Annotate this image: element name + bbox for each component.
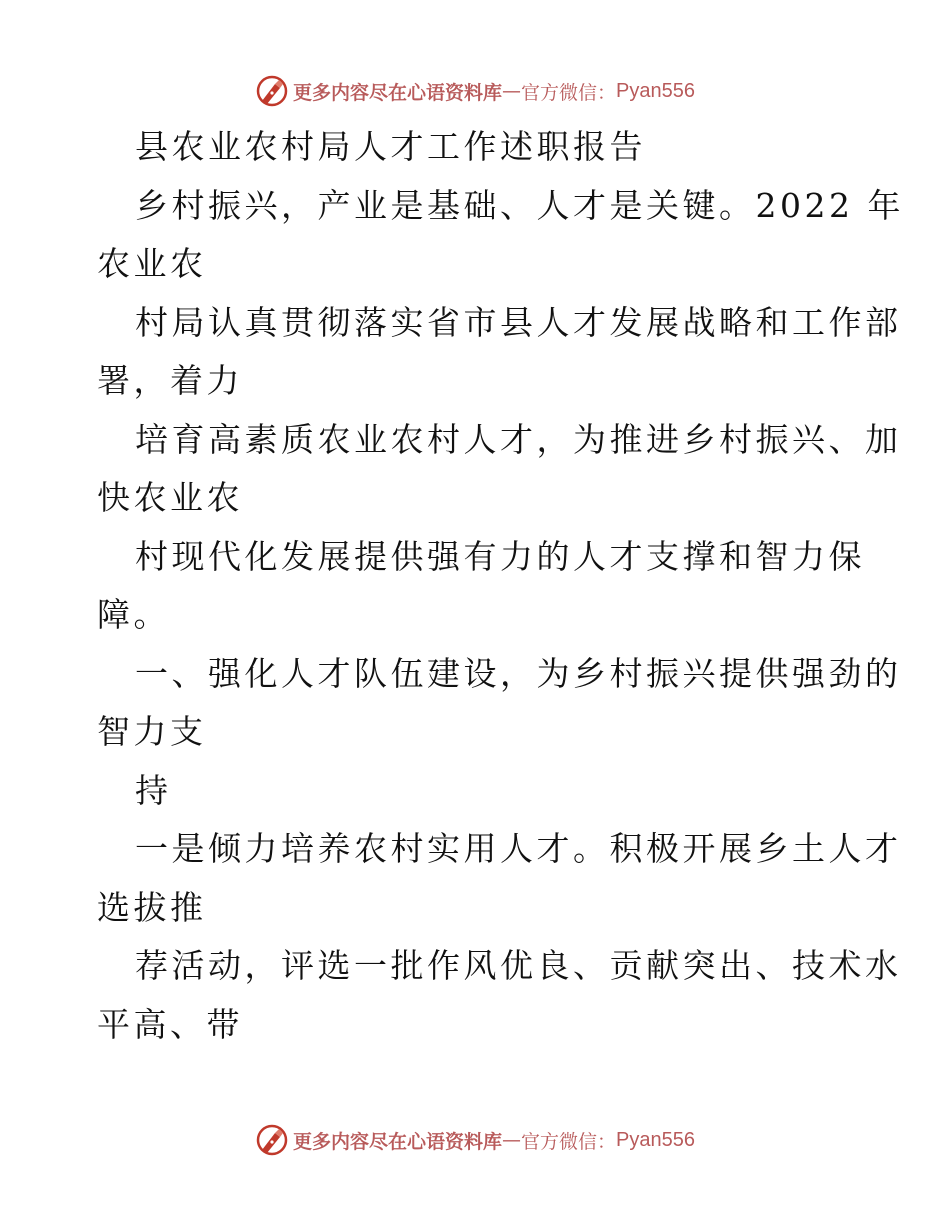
banner-separator: — — [502, 1129, 522, 1151]
header-banner — [0, 71, 950, 111]
paragraph-line: 选拔推 — [97, 887, 207, 927]
paragraph-line: 快农业农 — [97, 478, 243, 517]
paragraph-line: 平高、带 — [97, 1004, 243, 1044]
paragraph-line: 村局认真贯彻落实省市县人才发展战略和工作部 — [135, 302, 902, 342]
paragraph-line: 署，着力 — [97, 361, 243, 400]
paragraph-line: 培育高素质农业农村人才，为推进乡村振兴、加 — [135, 419, 902, 459]
banner-text: 更多内容尽在心语资料库 — [293, 81, 503, 104]
banner-wechat-id: Pyan556 — [616, 1128, 695, 1151]
banner-wechat-label: 官方微信： — [521, 1130, 617, 1153]
paragraph-line: 障。 — [97, 595, 170, 634]
document-title: 县农业农村局人才工作述职报告 — [135, 127, 646, 166]
footer-banner — [0, 1120, 950, 1160]
pen-nib-logo-icon — [255, 74, 289, 108]
section-heading-line: 智力支 — [97, 712, 207, 751]
banner-separator: — — [502, 80, 522, 102]
paragraph-line: 农业农 — [97, 244, 207, 283]
banner-wechat-id: Pyan556 — [616, 79, 695, 102]
banner-text: 更多内容尽在心语资料库 — [293, 1130, 503, 1153]
section-heading-line: 一、强化人才队伍建设，为乡村振兴提供强劲的 — [135, 653, 902, 693]
section-heading-line: 持 — [135, 770, 172, 810]
paragraph-line: 乡村振兴，产业是基础、人才是关键。2022 年 — [135, 185, 904, 225]
pen-nib-logo-icon — [255, 1123, 289, 1157]
paragraph-line: 村现代化发展提供强有力的人才支撑和智力保 — [135, 536, 865, 576]
paragraph-line: 荐活动，评选一批作风优良、贡献突出、技术水 — [135, 946, 902, 985]
paragraph-line: 一是倾力培养农村实用人才。积极开展乡土人才 — [135, 829, 902, 868]
banner-wechat-label: 官方微信： — [521, 81, 617, 104]
document-body — [97, 118, 904, 1054]
